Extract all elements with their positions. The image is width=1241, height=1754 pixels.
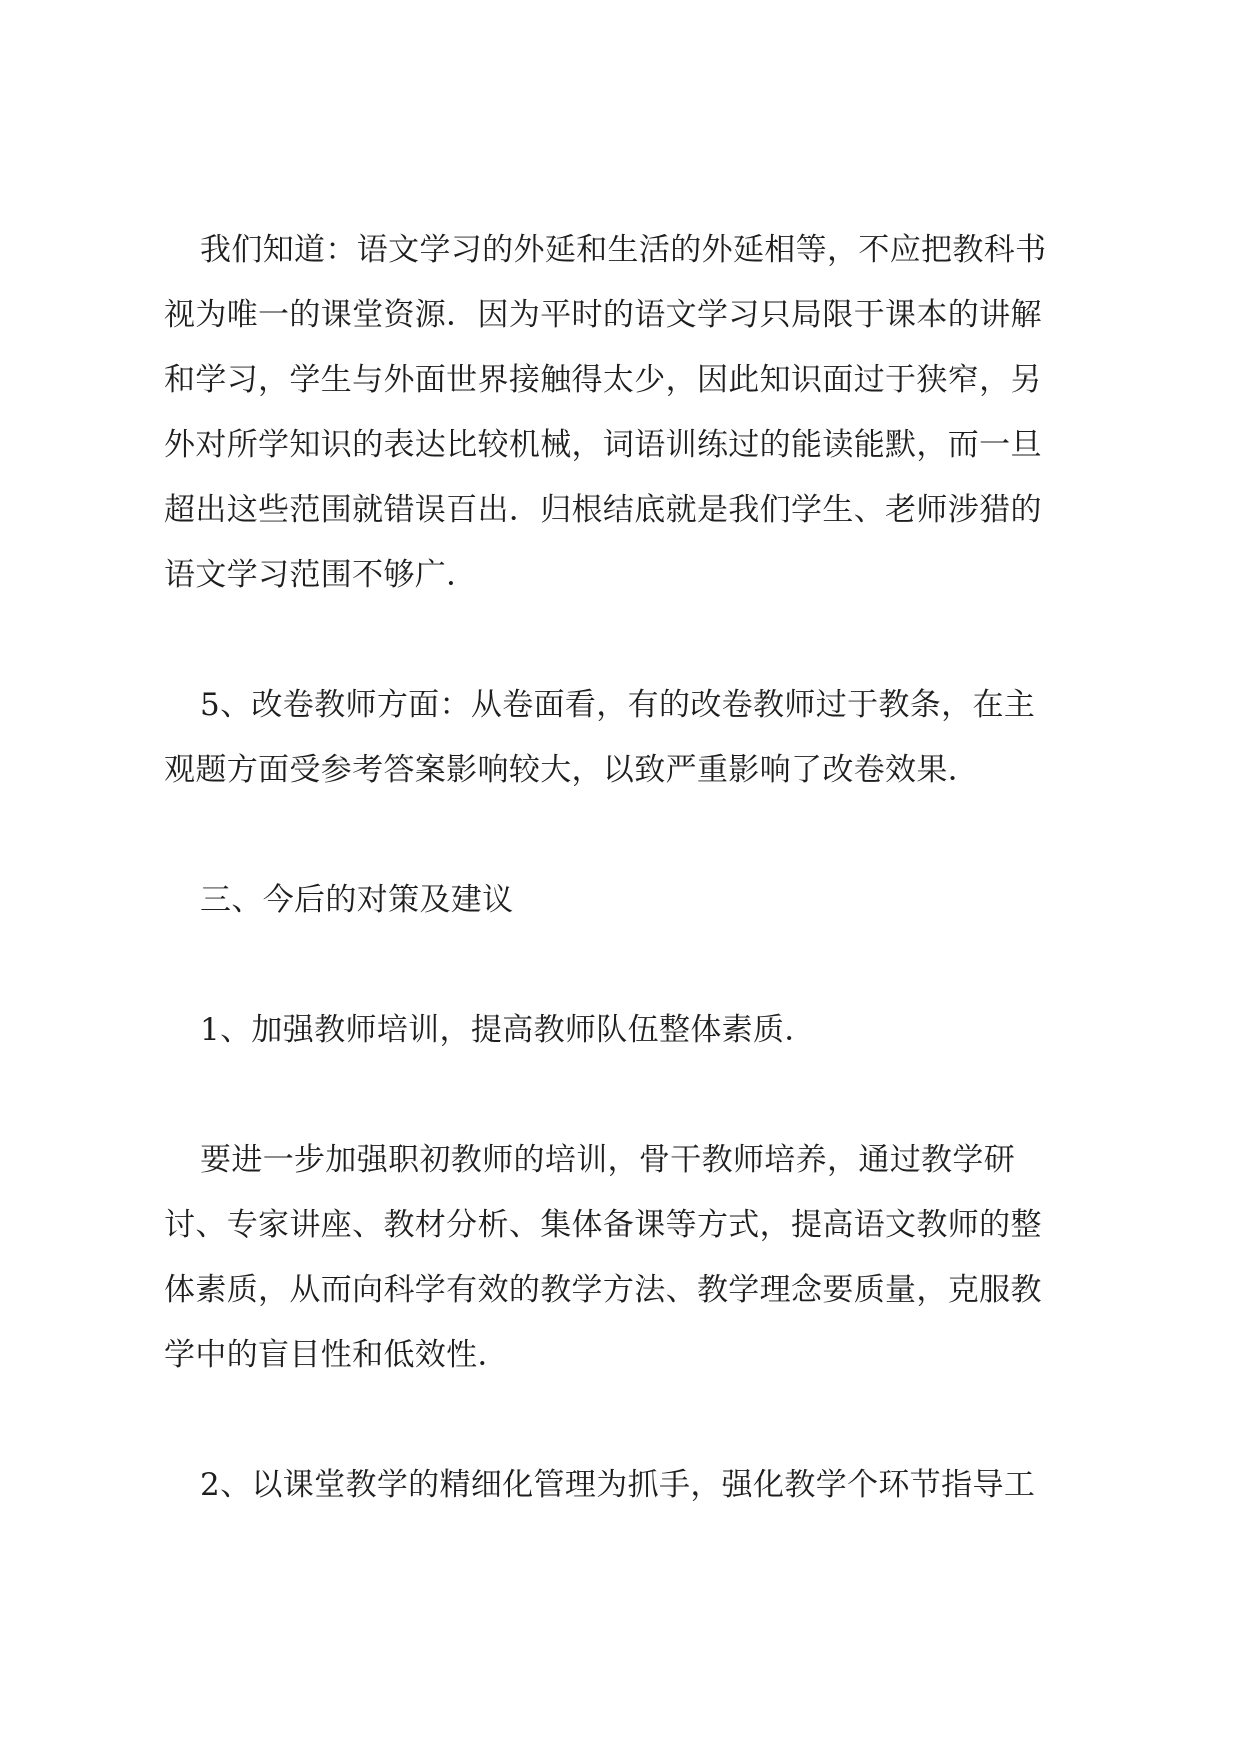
text-line: 5、改卷教师方面：从卷面看，有的改卷教师过于教条，在主 bbox=[200, 687, 1036, 723]
text-line: 体素质，从而向科学有效的教学方法、教学理念要质量，克服教 bbox=[164, 1272, 1042, 1308]
text-line: 2、以课堂教学的精细化管理为抓手，强化教学个环节指导工 bbox=[200, 1467, 1036, 1503]
text-line: 语文学习范围不够广． bbox=[164, 557, 478, 593]
text-line: 超出这些范围就错误百出．归根结底就是我们学生、老师涉猎的 bbox=[164, 492, 1042, 528]
text-line: 学中的盲目性和低效性． bbox=[164, 1337, 509, 1373]
text-line: 视为唯一的课堂资源．因为平时的语文学习只局限于课本的讲解 bbox=[164, 297, 1042, 333]
subheading: 1、加强教师培训，提高教师队伍整体素质． bbox=[200, 1012, 816, 1048]
text-line: 讨、专家讲座、教材分析、集体备课等方式，提高语文教师的整 bbox=[164, 1207, 1042, 1243]
text-line: 我们知道：语文学习的外延和生活的外延相等，不应把教科书 bbox=[200, 232, 1047, 268]
text-line: 要进一步加强职初教师的培训，骨干教师培养，通过教学研 bbox=[200, 1142, 1016, 1178]
text-line: 观题方面受参考答案影响较大，以致严重影响了改卷效果． bbox=[164, 752, 980, 788]
section-heading: 三、今后的对策及建议 bbox=[200, 882, 514, 918]
text-line: 和学习，学生与外面世界接触得太少，因此知识面过于狭窄，另 bbox=[164, 362, 1042, 398]
text-line: 外对所学知识的表达比较机械，词语训练过的能读能默，而一旦 bbox=[164, 427, 1042, 463]
